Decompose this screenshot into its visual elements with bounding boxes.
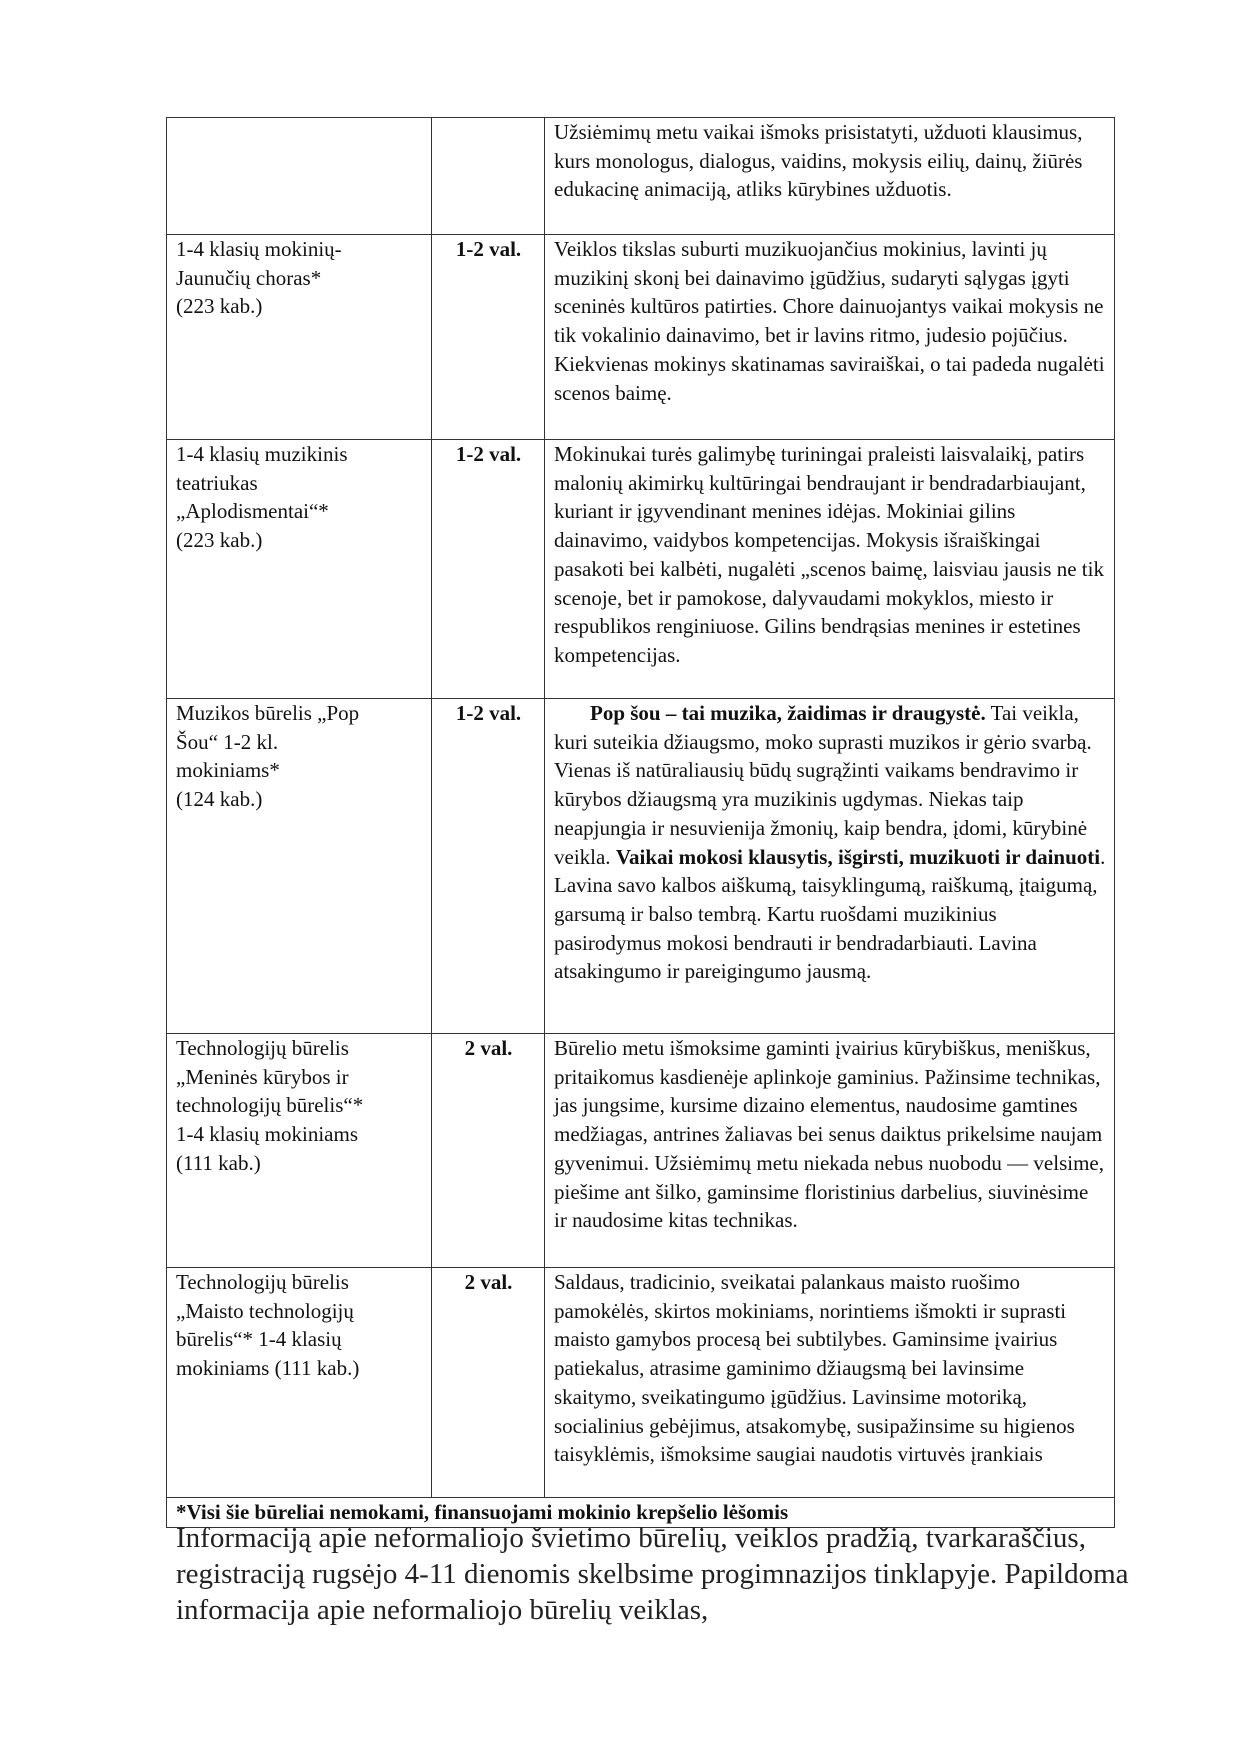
activity-name-cell xyxy=(167,118,432,235)
footnote: *Visi šie būreliai nemokami, finansuojami mokinio krepšelio lėšomis xyxy=(167,1498,1115,1528)
activity-name-line: (124 kab.) xyxy=(176,787,263,812)
activity-name-line: (223 kab.) xyxy=(176,528,263,553)
activity-name-line: teatriukas xyxy=(176,470,258,495)
activity-name-line: technologijų būrelis“* xyxy=(176,1093,364,1118)
activity-description-cell: Būrelio metu išmoksime gaminti įvairius kūrybiškus, meniškus, pritaikomus kasdienėje aplinkoje gaminius. Pažinsime technikas, jas jungsime, kursime dizaino elementus, naudosime gamtines medžiagas, antrines žaliavas bei senus daiktus prikelsime naujam gyvenimui. Užsiėmimų metu niekada nebus nuobodu — velsime, piešime ant šilko, gaminsime floristinius darbelius, siuvinėsime ir naudosime kitas technikas. xyxy=(545,1034,1115,1268)
activity-hours-cell xyxy=(432,118,545,235)
activity-name-line: būrelis“* 1-4 klasių xyxy=(176,1327,342,1352)
activity-name-line: Technologijų būrelis xyxy=(176,1036,349,1060)
activity-name-line: „Aplodismentai“* xyxy=(176,499,329,524)
activity-name-line: mokiniams (111 kab.) xyxy=(176,1356,360,1381)
bold-phrase: Vaikai mokosi klausytis, išgirsti, muzikuoti ir dainuoti xyxy=(615,844,1101,869)
activity-hours-cell: 1-2 val. xyxy=(432,235,545,440)
activity-hours-cell: 1-2 val. xyxy=(432,440,545,699)
activity-name-line: „Meninės kūrybos ir xyxy=(176,1064,349,1089)
activity-name-cell xyxy=(167,1268,432,1498)
activity-hours-cell: 1-2 val. xyxy=(432,699,545,1034)
table-row xyxy=(167,1268,1115,1498)
activity-name-cell xyxy=(167,1034,432,1268)
bold-phrase: Pop šou – tai muzika, žaidimas ir draugystė. xyxy=(590,701,986,725)
activity-description-cell: Mokinukai turės galimybę turiningai praleisti laisvalaikį, patirs malonių akimirkų kultūringai bendraujant ir bendradarbiaujant, kuriant ir įgyvendinant menines idėjas. Mokiniai gilins dainavimo, vaidybos kompetencijas. Mokysis išraiškingai pasakoti bei kalbėti, nugalėti „scenos baimę, laisviau jausis ne tik scenoje, bet ir pamokose, dalyvaudami mokyklos, miesto ir respublikos renginiuose. Gilins bendrąsias menines ir estetines kompetencijas. xyxy=(545,440,1115,699)
information-paragraph xyxy=(176,1520,1186,1628)
activity-name-line: (111 kab.) xyxy=(176,1150,261,1175)
activity-name-cell xyxy=(167,699,432,1034)
table-row xyxy=(167,235,1115,440)
activity-description-cell: Užsiėmimų metu vaikai išmoks prisistatyti, užduoti klausimus, kurs monologus, dialogus, vaidins, mokysis eilių, dainų, žiūrės edukacinę animaciją, atliks kūrybines užduotis. xyxy=(545,118,1115,235)
activity-hours-cell: 2 val. xyxy=(432,1034,545,1268)
activity-description-cell: Veiklos tikslas suburti muzikuojančius mokinius, lavinti jų muzikinį skonį bei dainavimo įgūdžius, sudaryti sąlygas įgyti sceninės kultūros patirties. Chore dainuojantys vaikai mokysis ne tik vokalinio dainavimo, bet ir lavins ritmo, judesio pojūčius. Kiekvienas mokinys skatinamas saviraiškai, o tai padeda nugalėti scenos baimę. xyxy=(545,235,1115,440)
activity-name-line: Technologijų būrelis xyxy=(176,1270,349,1294)
activity-name-line: 1-4 klasių mokiniams xyxy=(176,1122,358,1147)
activity-name-line: Šou“ 1-2 kl. xyxy=(176,729,279,754)
description-text: Tai veikla, kuri suteikia džiaugsmo, moko suprasti muzikos ir gėrio svarbą. Vienas iš natūraliausių būdų sugrąžinti vaikams bendravimo ir kūrybos džiaugsmą yra muzikinis ugdymas. Niekas taip neapjungia ir nesuvienija žmonių, kaip bendra, įdomi, kūrybinė veikla. xyxy=(554,701,1092,869)
table-row xyxy=(167,118,1115,235)
activity-hours-cell: 2 val. xyxy=(432,1268,545,1498)
activity-name-line: 1-4 klasių mokinių- xyxy=(176,237,342,261)
table-row xyxy=(167,699,1115,1034)
activity-description-cell: Saldaus, tradicinio, sveikatai palankaus maisto ruošimo pamokėlės, skirtos mokiniams, norintiems išmokti ir suprasti maisto gamybos procesą bei subtilybes. Gaminsime įvairius patiekalus, atrasime gaminimo džiaugsmą bei lavinsime skaitymo, sveikatingumo įgūdžius. Lavinsime motoriką, socialinius gebėjimus, atsakomybę, susipažinsime su higienos taisyklėmis, išmoksime saugiai naudotis virtuvės įrankiais xyxy=(545,1268,1115,1498)
paragraph-text: Informaciją apie neformaliojo švietimo būrelių, veiklos pradžią, tvarkaraščius, registraciją rugsėjo 4-11 dienomis skelbsime progimnazijos tinklapyje. Papildoma informacija apie neformaliojo būrelių veiklas, xyxy=(176,1522,1129,1626)
activity-name-line: Jaunučių choras* xyxy=(176,265,322,290)
activity-name-cell xyxy=(167,235,432,440)
activity-description-cell xyxy=(545,699,1115,1034)
table-row xyxy=(167,440,1115,699)
activity-name-cell xyxy=(167,440,432,699)
activity-name-line: „Maisto technologijų xyxy=(176,1298,354,1323)
table-row xyxy=(167,1034,1115,1268)
activity-name-line: 1-4 klasių muzikinis xyxy=(176,442,348,466)
activity-name-line: (223 kab.) xyxy=(176,294,263,319)
activities-table xyxy=(166,117,1115,1528)
activity-name-line: Muzikos būrelis „Pop xyxy=(176,701,360,725)
activity-name-line: mokiniams* xyxy=(176,758,280,783)
description-text: . Lavina savo kalbos aiškumą, taisyklingumą, raiškumą, įtaigumą, garsumą ir balso tembrą. Kartu ruošdami muzikinius pasirodymus mokosi bendrauti ir bendradarbiauti. Lavina atsakingumo ir pareigingumo jausmą. xyxy=(554,844,1106,984)
